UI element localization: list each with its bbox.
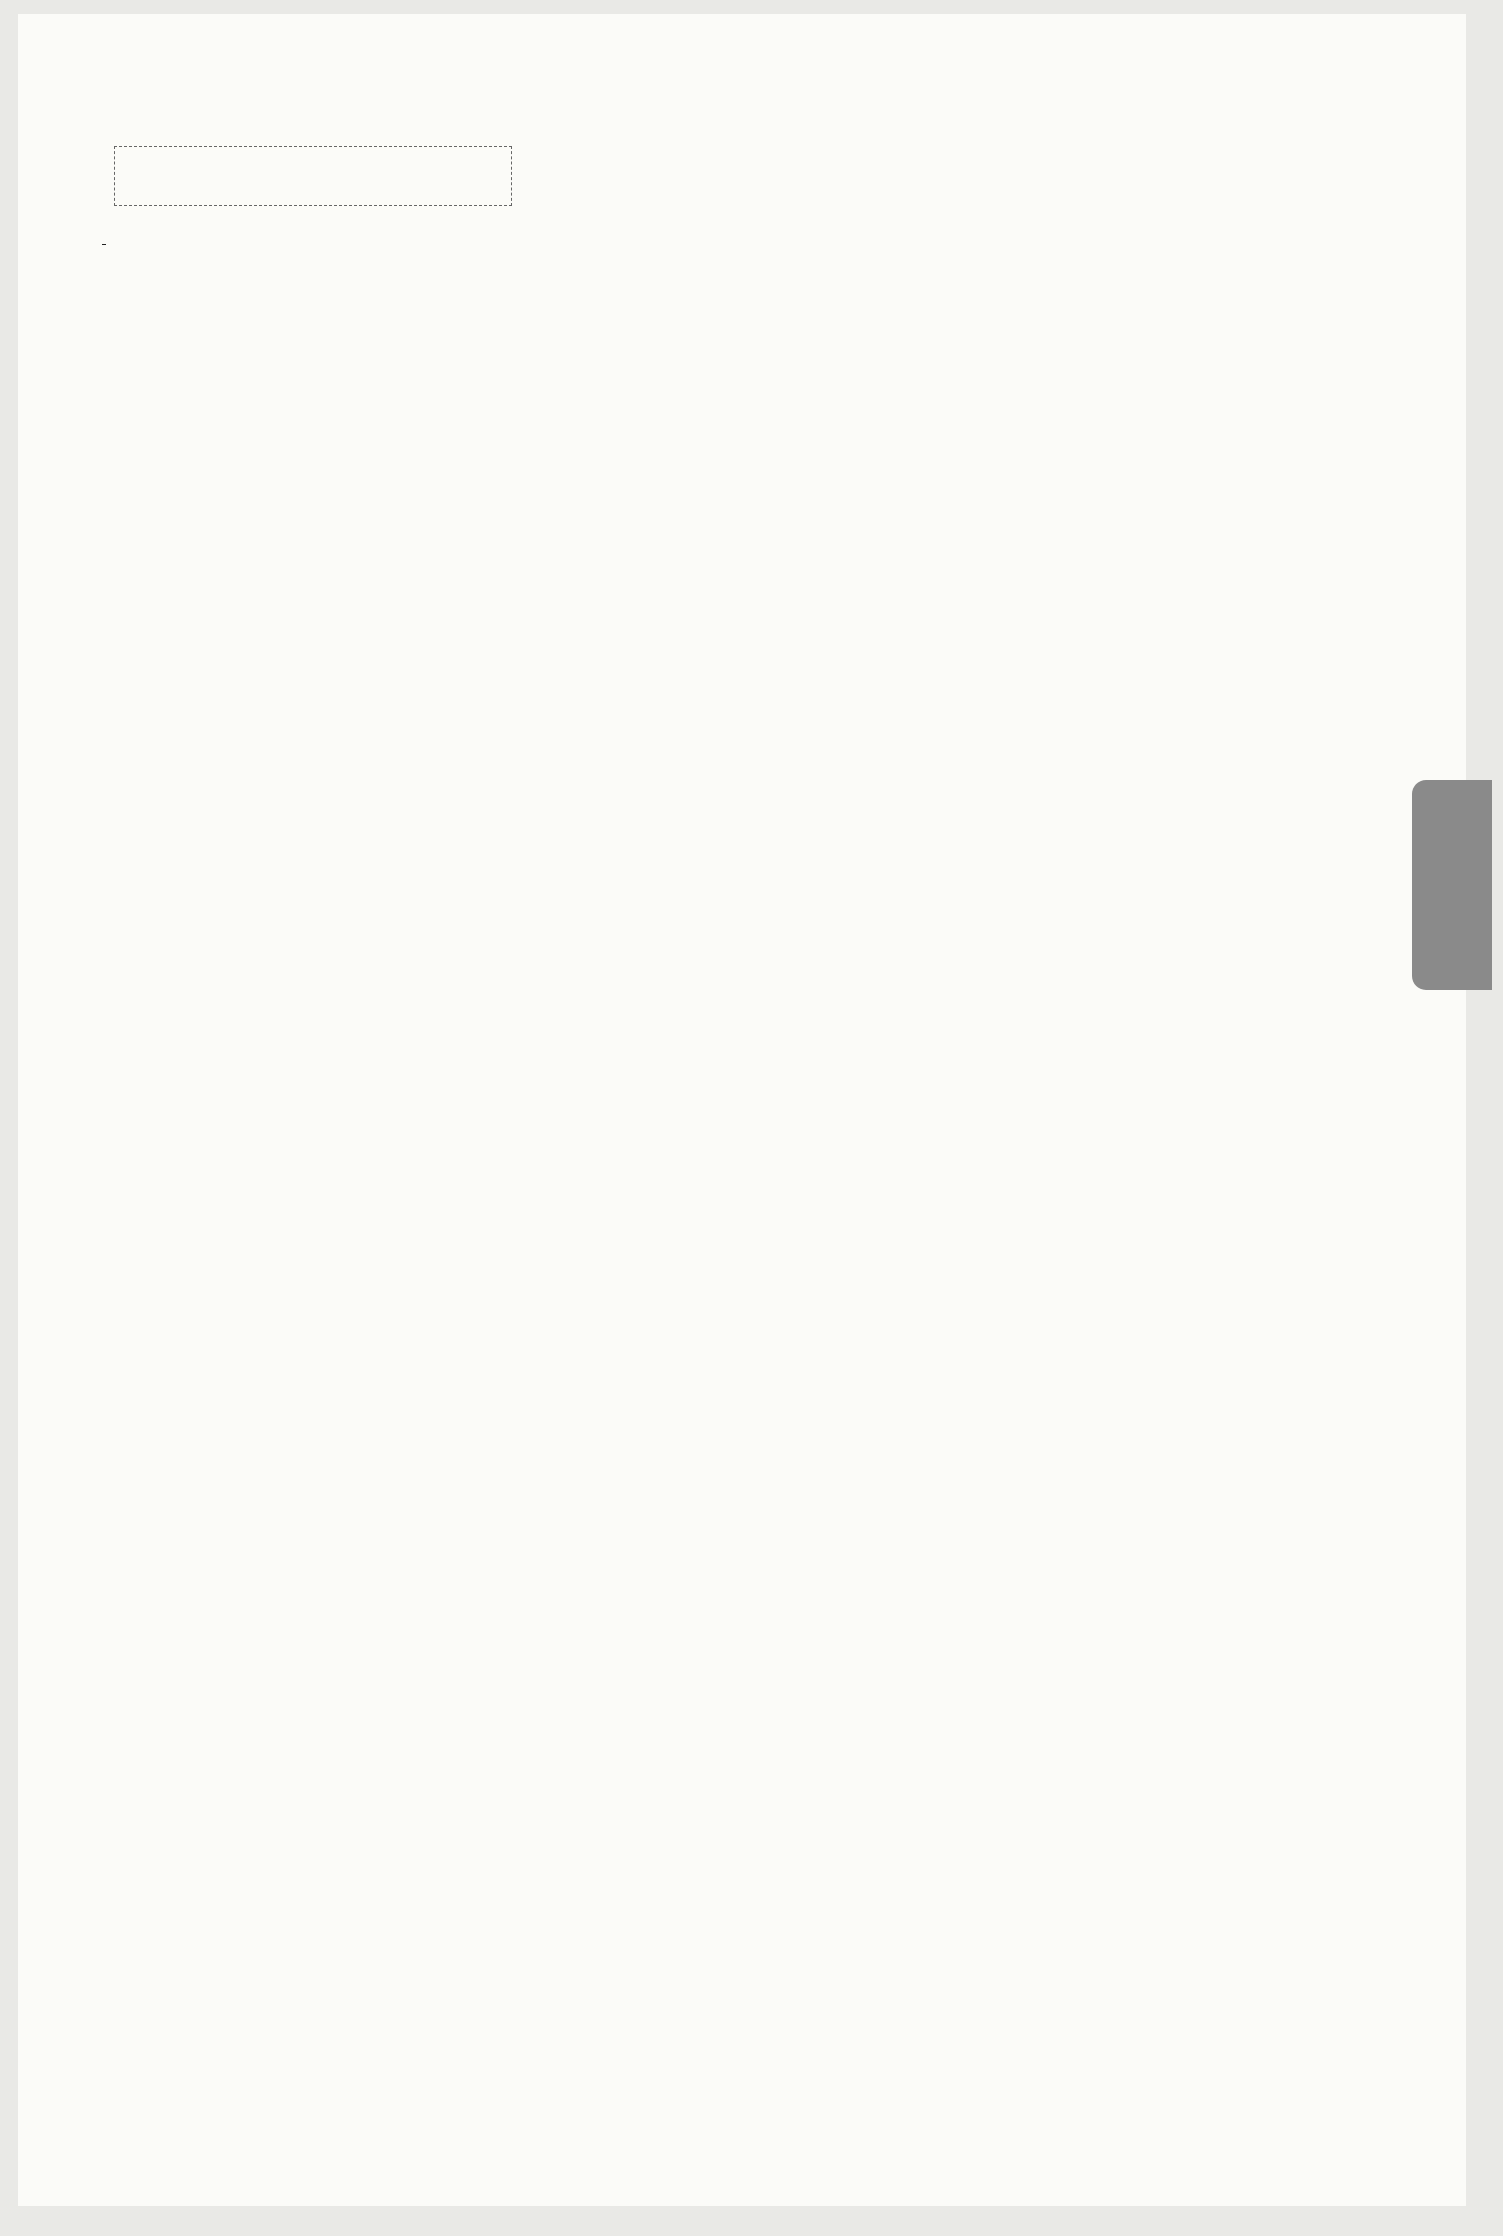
- arc-num: [102, 244, 106, 245]
- side-tab: [1412, 780, 1492, 990]
- box-lines-a: [127, 153, 501, 161]
- multi-solution-box: [114, 146, 512, 206]
- column-2: [545, 104, 955, 378]
- quarter-fraction: [102, 244, 106, 245]
- column-1: [102, 104, 512, 377]
- sec-analogy: [102, 270, 512, 306]
- col2-line-top: [545, 104, 955, 140]
- figure-1-square: [545, 144, 775, 374]
- arc-line: [102, 220, 512, 270]
